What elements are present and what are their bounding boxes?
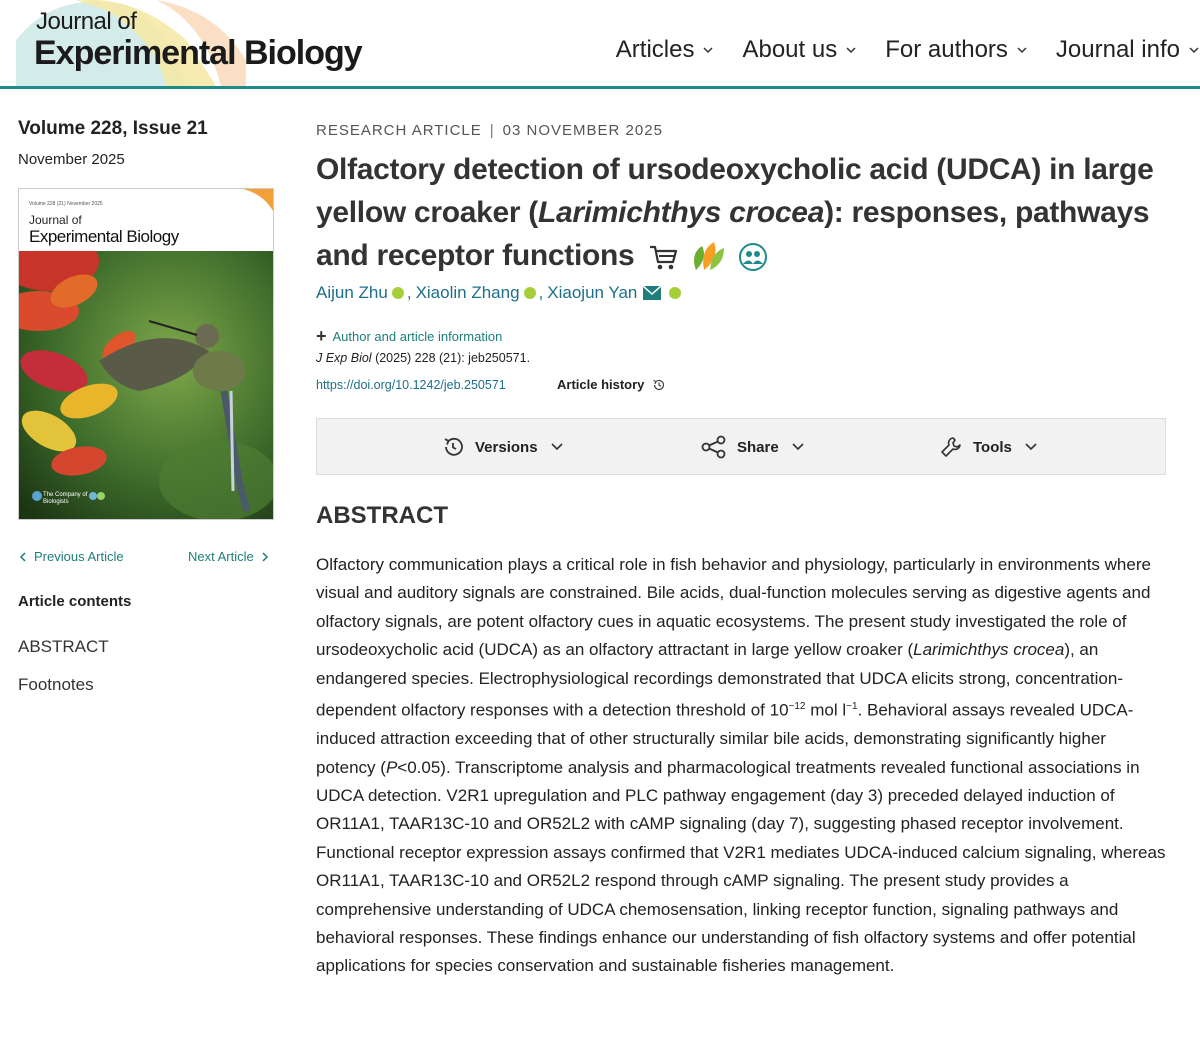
open-access-leaf-icon: [690, 240, 726, 274]
cover-header: [19, 189, 273, 251]
nav-about-us[interactable]: [742, 36, 857, 64]
article-history-toggle[interactable]: [557, 377, 666, 392]
share-button[interactable]: [701, 435, 815, 459]
nav-articles[interactable]: [616, 36, 715, 64]
author-separator: ,: [538, 283, 544, 302]
orcid-icon[interactable]: [669, 287, 681, 299]
chevron-left-icon: [18, 551, 28, 563]
title-part-2: ): responses, pathways and receptor functions: [316, 196, 1150, 272]
plus-icon: +: [316, 326, 327, 346]
shopping-cart-icon[interactable]: [648, 242, 678, 272]
chevron-down-icon: [791, 442, 805, 452]
wrench-icon: [939, 435, 963, 459]
article-toolbar: [316, 418, 1166, 475]
article-contents-heading: Article contents: [18, 593, 132, 610]
abstract-body: [316, 551, 1168, 981]
cover-publisher-line2: Biologists: [43, 499, 69, 505]
cover-corner-swirl: [243, 189, 273, 211]
author-name[interactable]: Xiaolin Zhang: [415, 283, 520, 302]
issue-cover-image[interactable]: [18, 188, 274, 520]
citation-journal: J Exp Biol: [316, 351, 372, 365]
contents-item-footnotes[interactable]: Footnotes: [18, 675, 94, 694]
contents-item-abstract[interactable]: ABSTRACT: [18, 637, 109, 656]
logo-journal-of: Journal of: [36, 8, 137, 35]
previous-article-label: Previous Article: [34, 549, 124, 564]
next-article-link[interactable]: [188, 549, 270, 564]
nav-authors-label: For authors: [885, 36, 1008, 63]
nav-about-label: About us: [742, 36, 838, 63]
cover-volume-line: Volume 228 (21) November 2025: [29, 201, 103, 207]
title-part-1: Olfactory detection of ursodeoxycholic acid (UDCA) in large yellow croaker (: [316, 153, 1154, 229]
issue-date: November 2025: [18, 151, 125, 168]
cover-publisher-line1: The Company of: [43, 492, 88, 498]
author-name[interactable]: Xiaojun Yan: [547, 283, 638, 302]
email-icon[interactable]: [643, 286, 661, 300]
chevron-down-icon: [845, 44, 857, 56]
doi-link[interactable]: https://doi.org/10.1242/jeb.250571: [316, 378, 506, 392]
abstract-exponent-1: −12: [788, 701, 806, 713]
citation-details: (2025) 228 (21): jeb250571.: [371, 351, 531, 365]
abstract-text-5: <0.05). Transcriptome analysis and pharmacological treatments revealed functional associations in UDCA detection. V2R1 upregulation and PLC pathway engagement (day 3) preceded delayed induction of OR11A1, TAAR13C-10 and OR52L2 with cAMP signaling (day 7), suggesting phased receptor involvement. Functional receptor expression assays confirmed that V2R1 mediates UDCA-induced calcium signaling, whereas OR11A1, TAAR13C-10 and OR52L2 respond through cAMP signaling. The present study provides a comprehensive understanding of UDCA chemosensation, linking receptor function, signaling pathways and behavioral responses. These findings enhance our understanding of fish olfactory systems and offer potential applications for species conservation and sustainable fisheries management.: [316, 757, 1166, 976]
article-date: 03 NOVEMBER 2025: [502, 122, 663, 139]
abstract-text-2: ), an endangered species. Electrophysiological recordings demonstrated that UDCA elicits strong, concentration-dependent olfactory responses with a detection threshold of 10: [316, 640, 1123, 720]
author-name[interactable]: Aijun Zhu: [316, 283, 388, 302]
next-article-label: Next Article: [188, 549, 254, 564]
abstract-p-symbol: P: [385, 757, 398, 777]
chevron-down-icon: [1024, 442, 1038, 452]
orcid-icon[interactable]: [392, 287, 404, 299]
abstract-heading: ABSTRACT: [316, 502, 448, 529]
versions-button[interactable]: [441, 435, 574, 459]
abstract-text-1: Olfactory communication plays a critical role in fish behavior and physiology, particularly in environments where visual and auditory signals are constrained. Bile acids, dual-function molecules serving as digestive agents and olfactory signals, are potent olfactory cues in aquatic ecosystems. The present study investigated the role of ursodeoxycholic acid (UDCA) as an olfactory attractant in large yellow croaker (: [316, 555, 1151, 660]
chevron-down-icon: [1016, 44, 1028, 56]
chevron-down-icon: [1188, 44, 1200, 56]
abstract-exponent-2: −1: [846, 701, 858, 713]
issue-title[interactable]: Volume 228, Issue 21: [18, 118, 208, 139]
article-meta-line: [316, 122, 663, 139]
chevron-down-icon: [702, 44, 714, 56]
title-species: Larimichthys crocea: [537, 196, 825, 229]
nav-for-authors[interactable]: [885, 36, 1028, 64]
chevron-down-icon: [550, 442, 564, 452]
author-info-label: Author and article information: [332, 329, 503, 344]
nav-journal-info-label: Journal info: [1055, 36, 1180, 63]
citation-line: [316, 351, 530, 365]
versions-label: Versions: [475, 438, 538, 456]
previous-article-link[interactable]: [18, 549, 124, 564]
versions-clock-icon: [441, 435, 465, 459]
history-clock-icon: [652, 378, 666, 392]
abstract-species: Larimichthys crocea: [913, 640, 1065, 660]
author-list: [316, 283, 684, 303]
tools-button[interactable]: [939, 435, 1048, 459]
article-title: [316, 148, 1176, 277]
cover-publisher-logo: [31, 489, 111, 503]
author-separator: ,: [406, 283, 412, 302]
main-nav: [588, 36, 1200, 64]
journal-logo[interactable]: [16, 0, 376, 86]
header-divider: [0, 86, 1200, 89]
share-icon: [701, 435, 727, 459]
cover-journal-of: Journal of: [29, 213, 82, 227]
article-type: RESEARCH ARTICLE: [316, 122, 482, 139]
author-article-info-toggle[interactable]: [316, 326, 502, 347]
site-header: [0, 0, 1200, 90]
title-icons: [648, 240, 768, 274]
hummingbird-photo: [19, 251, 273, 519]
article-history-label: Article history: [557, 377, 645, 392]
logo-experimental-biology: Experimental Biology: [34, 34, 362, 72]
meta-separator: |: [489, 122, 495, 139]
tools-label: Tools: [973, 438, 1012, 456]
abstract-text-3: mol l: [805, 700, 847, 720]
nav-articles-label: Articles: [615, 36, 695, 63]
chevron-right-icon: [260, 551, 270, 563]
people-group-icon: [738, 242, 768, 272]
abstract-paragraph: [316, 551, 1168, 981]
share-label: Share: [737, 438, 779, 456]
orcid-icon[interactable]: [524, 287, 536, 299]
nav-journal-info[interactable]: [1056, 36, 1200, 64]
abstract-text-4: . Behavioral assays revealed UDCA-induced attraction exceeding that of other structurally similar bile acids, demonstrating significantly higher potency (: [316, 700, 1134, 777]
cover-journal-name: Experimental Biology: [29, 227, 179, 246]
